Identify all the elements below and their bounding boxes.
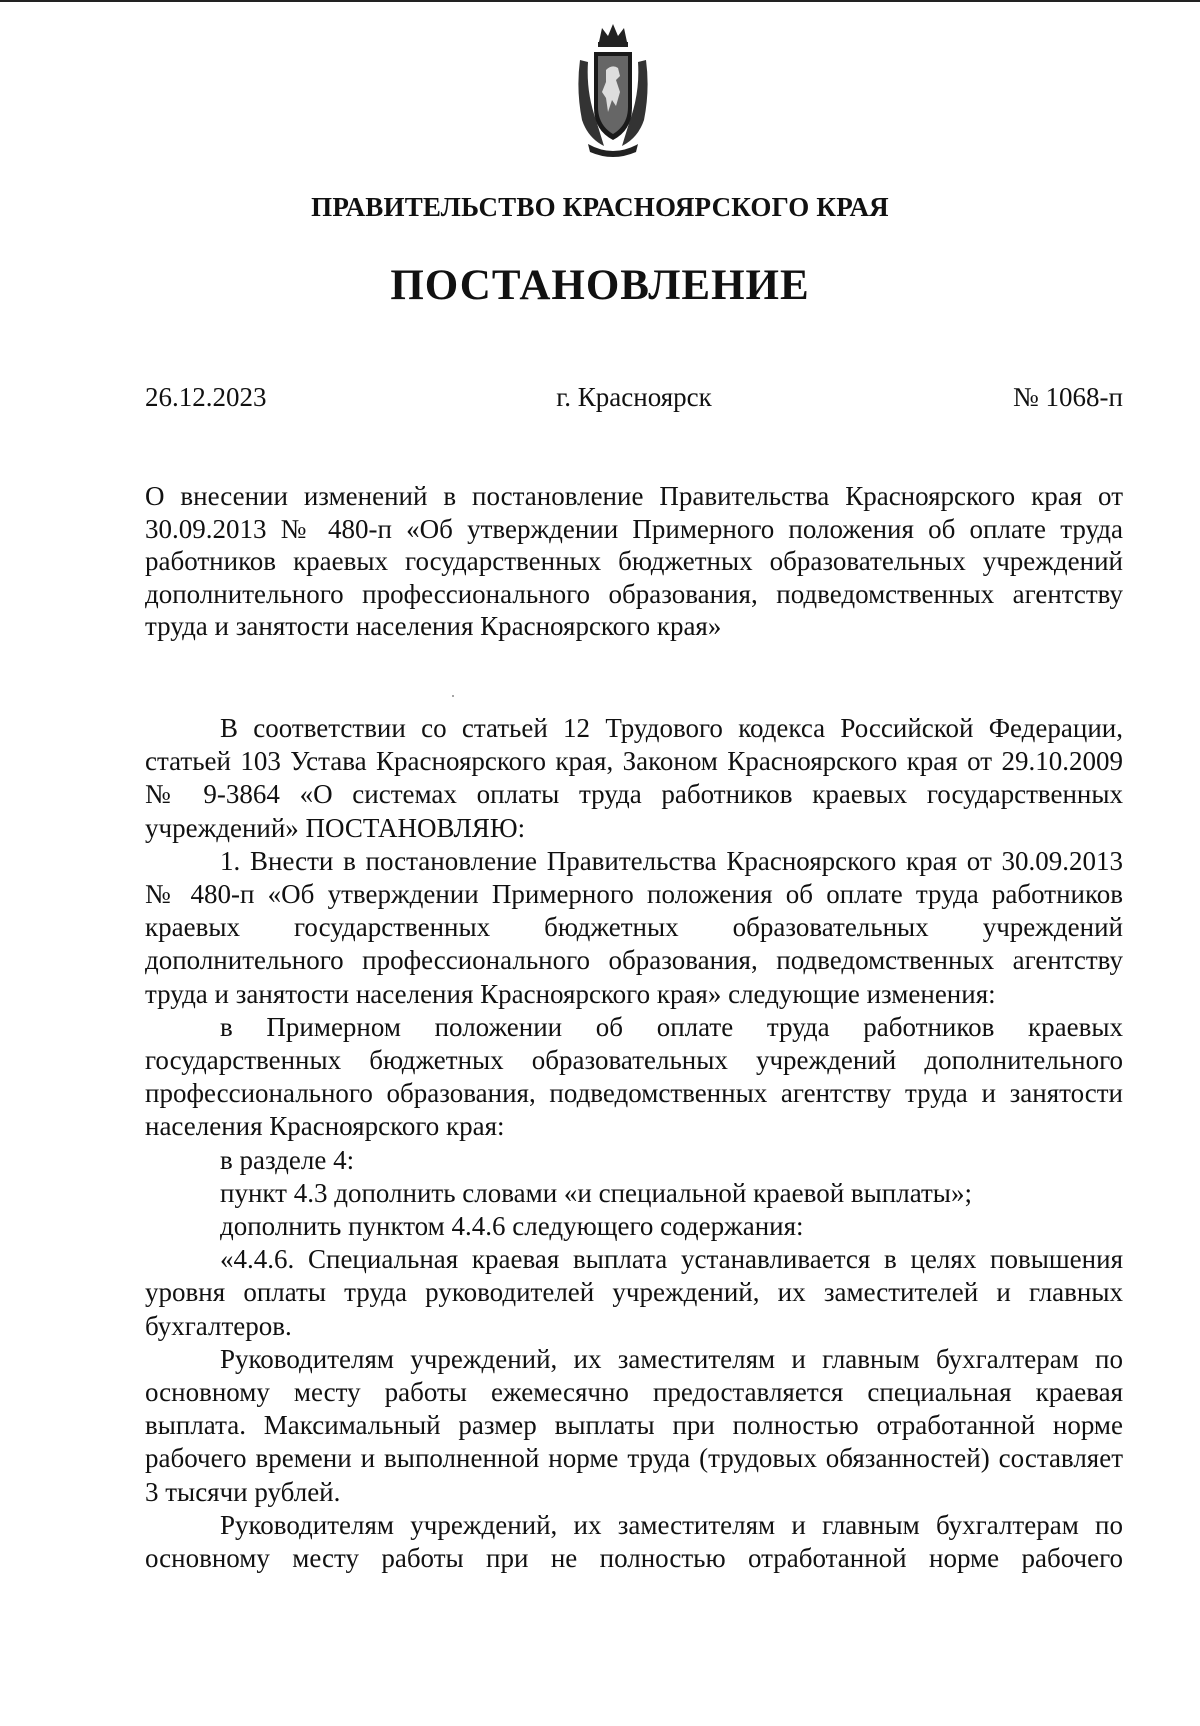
document-date: 26.12.2023 — [145, 382, 267, 412]
document-body — [145, 712, 1123, 1575]
body-paragraph: Руководителям учреждений, их заместителям и главным бухгалтерам по основному месту работы ежемесячно предоставляется специальная краевая выплата. Максимальный размер выплаты при полностью отработанной норме рабочего времени и выполненной норме труда (трудовых обязанностей) составляет 3 тысячи рублей. — [145, 1343, 1123, 1507]
document-type-title: ПОСТАНОВЛЕНИЕ — [390, 262, 810, 309]
body-paragraph: в Примерном положении об оплате труда работников краевых государственных бюджетных образовательных учреждений дополнительного профессионального образования, подведомственных агентству труда и занятости населения Красноярского края: — [145, 1011, 1123, 1142]
document-subject-title: О внесении изменений в постановление Правительства Красноярского края от 30.09.2013 № 480-п «Об утверждении Примерного положения об оплате труда работников краевых государственных бюджетных образовательных учреждений дополнительного профессионального образования, подведомственных агентству труда и занятости населения Красноярского края» — [145, 481, 1123, 641]
organization-name: ПРАВИТЕЛЬСТВО КРАСНОЯРСКОГО КРАЯ — [311, 192, 889, 222]
body-paragraph: пункт 4.3 дополнить словами «и специальной краевой выплаты»; — [220, 1177, 972, 1208]
body-paragraph: в разделе 4: — [220, 1144, 355, 1175]
body-paragraph: В соответствии со статьей 12 Трудового кодекса Российской Федерации, статьей 103 Устава Красноярского края, Законом Красноярского края от 29.10.2009 № 9-3864 «О системах оплаты труда работников краевых государственных учреждений» ПОСТАНОВЛЯЮ: — [145, 713, 1123, 843]
document-city: г. Красноярск — [556, 382, 712, 412]
body-paragraph: «4.4.6. Специальная краевая выплата устанавливается в целях повышения уровня оплаты труда руководителей учреждений, их заместителей и главных бухгалтеров. — [145, 1244, 1123, 1341]
document-meta-row — [145, 382, 1123, 416]
body-paragraph: 1. Внести в постановление Правительства Красноярского края от 30.09.2013 № 480-п «Об утверждении Примерного положения об оплате труда работников краевых государственных бюджетных образовательных учреждений дополнительного профессионального образования, подведомственных агентству труда и занятости населения Красноярского края» следующие изменения: — [145, 845, 1123, 1009]
coat-of-arms-icon — [574, 20, 652, 160]
body-paragraph: Руководителям учреждений, их заместителям и главным бухгалтерам по основному месту работы при не полностью отработанной норме рабочего — [145, 1509, 1123, 1574]
document-number: № 1068-п — [1013, 382, 1123, 412]
body-paragraph: дополнить пунктом 4.4.6 следующего содержания: — [220, 1211, 804, 1242]
scan-speck — [452, 695, 454, 697]
